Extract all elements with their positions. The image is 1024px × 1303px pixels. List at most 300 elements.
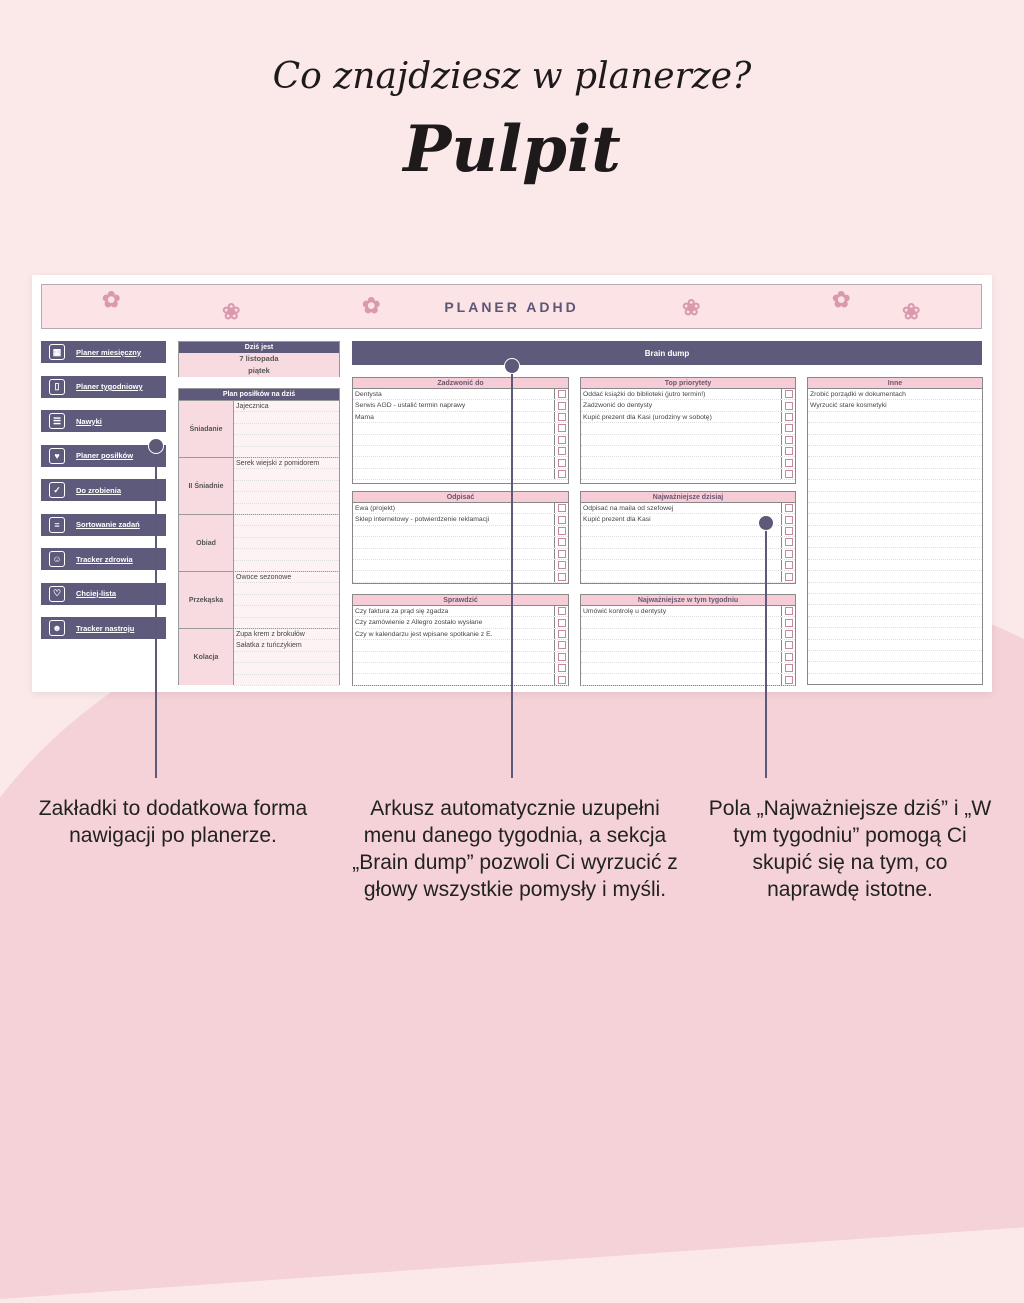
checkbox-icon	[558, 664, 566, 672]
meal-entry[interactable]	[234, 526, 339, 537]
planner-banner	[41, 284, 982, 329]
annotation-line	[511, 366, 513, 778]
list-item	[808, 412, 982, 423]
list-item-text[interactable]	[353, 560, 555, 570]
list-item	[581, 549, 795, 560]
meal-row	[179, 571, 339, 628]
checkbox[interactable]	[555, 617, 568, 627]
checkbox[interactable]	[555, 412, 568, 422]
meal-entry[interactable]	[234, 515, 339, 526]
list-item	[353, 549, 568, 560]
list-item-text[interactable]	[808, 480, 982, 490]
list-item-text[interactable]	[808, 537, 982, 547]
list-item	[353, 640, 568, 651]
smile-icon: ☻	[49, 620, 65, 636]
checkbox-icon	[785, 664, 793, 672]
list-item	[581, 457, 795, 468]
checkbox[interactable]	[555, 469, 568, 479]
checkbox[interactable]	[782, 457, 795, 467]
list-item-text[interactable]	[808, 617, 982, 627]
list-item-text[interactable]	[353, 457, 555, 467]
list-item-text[interactable]	[808, 457, 982, 467]
list-item-text[interactable]	[808, 526, 982, 536]
flower-icon: ❀	[222, 299, 244, 324]
list-item	[581, 560, 795, 571]
list-box	[580, 594, 796, 686]
flower-icon: ✿	[832, 287, 854, 312]
nav-tab-label: Chciej-lista	[76, 589, 117, 598]
checkbox[interactable]	[555, 629, 568, 639]
list-box-title: Najważniejsze w tym tygodniu	[581, 595, 795, 606]
list-box	[580, 491, 796, 584]
checkbox-icon	[558, 607, 566, 615]
list-item-text[interactable]	[353, 435, 555, 445]
list-item-text[interactable]	[808, 605, 982, 615]
checkbox[interactable]	[782, 423, 795, 433]
list-item	[808, 526, 982, 537]
list-item	[808, 651, 982, 662]
meal-entry[interactable]	[234, 549, 339, 560]
meal-entry[interactable]	[234, 435, 339, 446]
meal-entry[interactable]	[234, 675, 339, 686]
meal-entry[interactable]: Jajecznica	[234, 401, 339, 412]
list-item	[808, 514, 982, 525]
meal-entry[interactable]	[234, 447, 339, 458]
meal-entry[interactable]	[234, 583, 339, 594]
checkbox[interactable]	[782, 537, 795, 547]
nav-tab-label: Planer miesięczny	[76, 347, 142, 357]
list-item-text[interactable]	[581, 571, 782, 581]
checkbox[interactable]	[555, 640, 568, 650]
list-item	[353, 469, 568, 480]
meal-entry[interactable]	[234, 663, 339, 674]
list-item	[581, 400, 795, 411]
checkbox-icon	[558, 653, 566, 661]
checkbox-icon	[558, 459, 566, 467]
meal-entry[interactable]: Owoce sezonowe	[234, 572, 339, 583]
food-icon: ♥	[49, 448, 65, 464]
list-item-text[interactable]	[581, 652, 782, 662]
list-item-text[interactable]: Czy faktura za prąd się zgadza	[353, 606, 555, 616]
checkbox[interactable]	[782, 571, 795, 581]
list-item-text[interactable]	[808, 412, 982, 422]
list-item-text[interactable]: Umówić kontrolę u dentysty	[581, 606, 782, 616]
list-item	[353, 674, 568, 685]
list-item	[581, 469, 795, 480]
checkbox-icon	[558, 436, 566, 444]
list-item-text[interactable]: Wyrzucić stare kosmetyki	[810, 402, 887, 410]
list-item-text[interactable]	[581, 446, 782, 456]
checkbox[interactable]	[782, 526, 795, 536]
nav-tab-label: Nawyki	[76, 416, 102, 426]
checklist-icon: ☰	[49, 413, 65, 429]
checkbox[interactable]	[555, 503, 568, 513]
notebook-icon: ▯	[49, 379, 65, 395]
meal-entry[interactable]	[234, 492, 339, 503]
meal-label: Obiad	[179, 515, 234, 571]
checkbox-icon	[558, 390, 566, 398]
today-weekday[interactable]: piątek	[179, 365, 339, 377]
list-item-text[interactable]	[808, 514, 982, 524]
list-item-text[interactable]: Zadzwonić do dentysty	[581, 400, 782, 410]
list-item-text[interactable]	[808, 435, 982, 445]
checkbox[interactable]	[555, 423, 568, 433]
checkbox[interactable]	[555, 663, 568, 673]
checkbox-icon	[785, 550, 793, 558]
checkbox-icon	[558, 527, 566, 535]
list-item-text[interactable]: Serwis AGD - ustalić termin naprawy	[353, 400, 555, 410]
meal-entry[interactable]	[234, 595, 339, 606]
list-item-text[interactable]	[808, 571, 982, 581]
list-item-text[interactable]	[581, 674, 782, 684]
checkbox-icon	[558, 424, 566, 432]
list-item-text[interactable]	[353, 674, 555, 684]
meal-entries	[234, 515, 339, 571]
checkbox[interactable]	[782, 652, 795, 662]
list-item-text[interactable]	[581, 423, 782, 433]
list-item-text[interactable]	[808, 560, 982, 570]
list-item-text[interactable]	[808, 492, 982, 502]
caption-navigation: Zakładki to dodatkowa forma nawigacji po planerze.	[38, 797, 308, 847]
list-item-text[interactable]	[581, 549, 782, 559]
checkbox-icon	[785, 527, 793, 535]
list-item	[808, 400, 982, 411]
meal-entry[interactable]	[234, 469, 339, 480]
list-item-text[interactable]: Czy w kalendarzu jest wpisane spotkanie z E.	[353, 629, 555, 639]
list-item	[353, 571, 568, 582]
meal-row	[179, 628, 339, 685]
list-item-text[interactable]: Mama	[353, 412, 555, 422]
list-item-text[interactable]	[581, 640, 782, 650]
list-item-text[interactable]	[808, 469, 982, 479]
list-item-text[interactable]	[808, 423, 982, 433]
list-item-text[interactable]	[808, 594, 982, 604]
nav-tab-label: Planer posiłków	[76, 451, 134, 460]
list-item-text[interactable]	[353, 571, 555, 581]
meal-row	[179, 400, 339, 457]
checkbox-icon	[558, 561, 566, 569]
checkbox[interactable]	[555, 400, 568, 410]
list-item	[353, 560, 568, 571]
checkbox[interactable]	[782, 446, 795, 456]
today-box	[178, 341, 340, 377]
list-box-title: Zadzwonić do	[353, 378, 568, 389]
list-item-text[interactable]	[581, 617, 782, 627]
annotation-dot	[758, 515, 774, 531]
list-item	[808, 560, 982, 571]
list-box	[807, 377, 983, 685]
list-item-text[interactable]: Sklep internetowy - potwierdzenie reklamacji	[353, 514, 555, 524]
checkbox[interactable]	[555, 652, 568, 662]
checkbox[interactable]	[555, 526, 568, 536]
checkbox-icon	[785, 538, 793, 546]
list-item	[353, 457, 568, 468]
list-item	[808, 423, 982, 434]
list-item	[808, 617, 982, 628]
list-item	[808, 594, 982, 605]
checkbox[interactable]	[555, 514, 568, 524]
list-item-text[interactable]: Kupić prezent dla Kasi (urodziny w sobotę)	[581, 412, 782, 422]
list-item-text[interactable]	[808, 583, 982, 593]
checkbox-icon	[785, 630, 793, 638]
checkbox[interactable]	[782, 435, 795, 445]
list-item-text[interactable]	[353, 469, 555, 479]
checkbox[interactable]	[782, 549, 795, 559]
checkbox-icon	[785, 402, 793, 410]
list-item	[353, 446, 568, 457]
list-item	[353, 435, 568, 446]
list-item-text[interactable]: Zrobić porządki w dokumentach	[810, 391, 906, 398]
list-item-text[interactable]	[353, 663, 555, 673]
checkbox-icon	[558, 573, 566, 581]
checkbox[interactable]	[782, 389, 795, 399]
heart-list-icon: ♡	[49, 586, 65, 602]
checkbox[interactable]	[555, 549, 568, 559]
checkbox[interactable]	[782, 503, 795, 513]
checkbox-icon	[558, 641, 566, 649]
checkbox-icon	[785, 413, 793, 421]
annotation-dot	[504, 358, 520, 374]
list-box-title: Top priorytety	[581, 378, 795, 389]
list-item-text[interactable]	[353, 652, 555, 662]
list-item-text[interactable]	[581, 457, 782, 467]
caption-priorities: Pola „Najważniejsze dziś” i „W tym tygodniu” pomogą Ci skupić się na tym, co naprawdę istotne.	[708, 797, 992, 901]
meal-entry[interactable]	[234, 424, 339, 435]
banner-title: PLANER ADHD	[444, 298, 579, 315]
list-item	[581, 652, 795, 663]
page-subtitle: Co znajdziesz w planerze?	[272, 56, 752, 97]
checkbox[interactable]	[782, 606, 795, 616]
list-item	[808, 446, 982, 457]
today-date[interactable]: 7 listopada	[179, 353, 339, 365]
list-item	[808, 435, 982, 446]
meal-row	[179, 514, 339, 571]
checkbox[interactable]	[782, 617, 795, 627]
checkbox[interactable]	[555, 571, 568, 581]
meal-row	[179, 457, 339, 514]
checkbox[interactable]	[782, 469, 795, 479]
list-item	[353, 526, 568, 537]
meal-entry[interactable]	[234, 652, 339, 663]
annotation-dot	[148, 438, 164, 454]
checkbox[interactable]	[555, 389, 568, 399]
list-item-text[interactable]	[808, 662, 982, 672]
list-item	[808, 537, 982, 548]
list-item	[581, 629, 795, 640]
nav-tab-6[interactable]	[41, 548, 166, 570]
checkbox-icon	[785, 424, 793, 432]
list-item	[808, 480, 982, 491]
list-item	[581, 389, 795, 400]
list-item-text[interactable]	[581, 435, 782, 445]
nav-tab-label: Sortowanie zadań	[76, 520, 140, 529]
list-item	[353, 389, 568, 400]
list-item	[581, 617, 795, 628]
checkbox-icon	[785, 390, 793, 398]
meal-entry[interactable]	[234, 412, 339, 423]
checkbox-icon	[558, 470, 566, 478]
checkbox[interactable]	[782, 412, 795, 422]
list-box-title: Sprawdzić	[353, 595, 568, 606]
meal-label: Przekąska	[179, 572, 234, 628]
meal-entry[interactable]	[234, 504, 339, 515]
list-item	[353, 537, 568, 548]
checkbox[interactable]	[782, 640, 795, 650]
nav-tab-5[interactable]	[41, 514, 166, 536]
list-item	[808, 628, 982, 639]
checkbox-icon	[558, 504, 566, 512]
checkbox-icon	[558, 538, 566, 546]
checkbox[interactable]	[555, 446, 568, 456]
list-item	[808, 583, 982, 594]
checkbox-icon	[785, 573, 793, 581]
checkbox[interactable]	[782, 400, 795, 410]
meal-label: II Śniadnie	[179, 458, 234, 514]
meal-entry[interactable]: Sałatka z tuńczykiem	[234, 640, 339, 651]
list-item-text[interactable]	[353, 446, 555, 456]
list-item	[808, 548, 982, 559]
checkbox-icon	[558, 516, 566, 524]
meal-plan-title: Plan posiłków na dziś	[179, 389, 339, 400]
list-item	[808, 640, 982, 651]
person-icon: ☺	[49, 551, 65, 567]
meal-entry[interactable]: Serek wiejski z pomidorem	[234, 458, 339, 469]
list-box-title: Inne	[808, 378, 982, 389]
list-item-text[interactable]	[581, 629, 782, 639]
check-circle-icon: ✓	[49, 482, 65, 498]
list-item-text[interactable]	[808, 640, 982, 650]
list-box	[352, 594, 569, 686]
flower-icon: ❀	[902, 299, 924, 324]
list-item	[353, 606, 568, 617]
list-item	[808, 605, 982, 616]
list-item-text[interactable]	[581, 537, 782, 547]
list-box	[580, 377, 796, 484]
list-item-text[interactable]: Ewa (projekt)	[353, 503, 555, 513]
list-item	[581, 571, 795, 582]
checkbox-icon	[558, 413, 566, 421]
nav-tab-0[interactable]	[41, 341, 166, 363]
list-item-text[interactable]	[353, 526, 555, 536]
list-item-text[interactable]	[808, 651, 982, 661]
checkbox-icon	[558, 550, 566, 558]
list-item-text[interactable]	[808, 503, 982, 513]
checkbox[interactable]	[555, 606, 568, 616]
list-item	[353, 514, 568, 525]
list-item-text[interactable]: Odpisać na maila od szefowej	[581, 503, 782, 513]
list-item-text[interactable]	[808, 628, 982, 638]
checkbox[interactable]	[555, 435, 568, 445]
checkbox[interactable]	[555, 457, 568, 467]
checkbox-icon	[785, 561, 793, 569]
list-item	[808, 457, 982, 468]
checkbox-icon	[558, 619, 566, 627]
meal-label: Śniadanie	[179, 401, 234, 457]
list-item-text[interactable]: Oddać książki do biblioteki (jutro termin!)	[581, 389, 782, 399]
meal-entry[interactable]	[234, 606, 339, 617]
list-item	[581, 423, 795, 434]
list-item-text[interactable]	[581, 469, 782, 479]
calendar-icon: ▦	[49, 344, 65, 360]
list-item-text[interactable]: Dentysta	[353, 389, 555, 399]
checkbox[interactable]	[782, 663, 795, 673]
list-item	[581, 674, 795, 685]
checkbox[interactable]	[555, 537, 568, 547]
list-item-text[interactable]	[581, 663, 782, 673]
meal-entry[interactable]	[234, 618, 339, 629]
list-item	[353, 423, 568, 434]
meal-entries	[234, 629, 339, 685]
nav-tab-1[interactable]	[41, 376, 166, 398]
checkbox[interactable]	[782, 560, 795, 570]
list-item	[353, 663, 568, 674]
list-item-text[interactable]	[353, 537, 555, 547]
list-item-text[interactable]	[353, 640, 555, 650]
list-item	[808, 492, 982, 503]
documents-icon: ≡	[49, 517, 65, 533]
list-item	[581, 435, 795, 446]
list-item-text[interactable]	[808, 446, 982, 456]
checkbox[interactable]	[782, 629, 795, 639]
list-item-text[interactable]	[581, 526, 782, 536]
list-item-text[interactable]: Kupić prezent dla Kasi	[581, 514, 782, 524]
checkbox-icon	[785, 504, 793, 512]
list-item	[353, 412, 568, 423]
meal-plan	[178, 388, 340, 685]
meal-entry[interactable]	[234, 561, 339, 572]
list-item	[581, 640, 795, 651]
list-item-text[interactable]: Czy zamówienie z Allegro zostało wysłane	[353, 617, 555, 627]
list-item-text[interactable]	[353, 549, 555, 559]
list-item-text[interactable]	[808, 548, 982, 558]
meal-entry[interactable]	[234, 481, 339, 492]
meal-entries	[234, 458, 339, 514]
checkbox-icon	[785, 459, 793, 467]
list-item	[808, 469, 982, 480]
nav-tab-4[interactable]	[41, 479, 166, 501]
nav-tab-7[interactable]	[41, 583, 166, 605]
checkbox-icon	[785, 619, 793, 627]
list-item-text[interactable]	[353, 423, 555, 433]
meal-label: Kolacja	[179, 629, 234, 685]
today-label: Dziś jest	[179, 342, 339, 353]
checkbox-icon	[558, 676, 566, 684]
list-item-text[interactable]	[581, 560, 782, 570]
nav-tab-label: Tracker nastroju	[76, 623, 135, 633]
list-item	[808, 389, 982, 400]
checkbox-icon	[785, 516, 793, 524]
checkbox-icon	[785, 470, 793, 478]
page-title: Pulpit	[403, 112, 621, 187]
list-item	[808, 503, 982, 514]
checkbox[interactable]	[555, 560, 568, 570]
nav-tab-8[interactable]	[41, 617, 166, 639]
list-item	[808, 662, 982, 673]
checkbox-icon	[785, 676, 793, 684]
caption-brain-dump: Arkusz automatycznie uzupełni menu danego tygodnia, a sekcja „Brain dump” pozwoli Ci wyrzucić z głowy wszystkie pomysły i myśli.	[352, 797, 678, 901]
checkbox[interactable]	[782, 514, 795, 524]
meal-entry[interactable]	[234, 538, 339, 549]
checkbox-icon	[558, 630, 566, 638]
checkbox[interactable]	[555, 674, 568, 684]
list-item	[581, 446, 795, 457]
flower-icon: ❀	[682, 295, 704, 320]
nav-tab-2[interactable]	[41, 410, 166, 432]
checkbox-icon	[785, 447, 793, 455]
meal-entry[interactable]: Zupa krem z brokułów	[234, 629, 339, 640]
checkbox[interactable]	[782, 674, 795, 684]
meal-entries	[234, 572, 339, 628]
